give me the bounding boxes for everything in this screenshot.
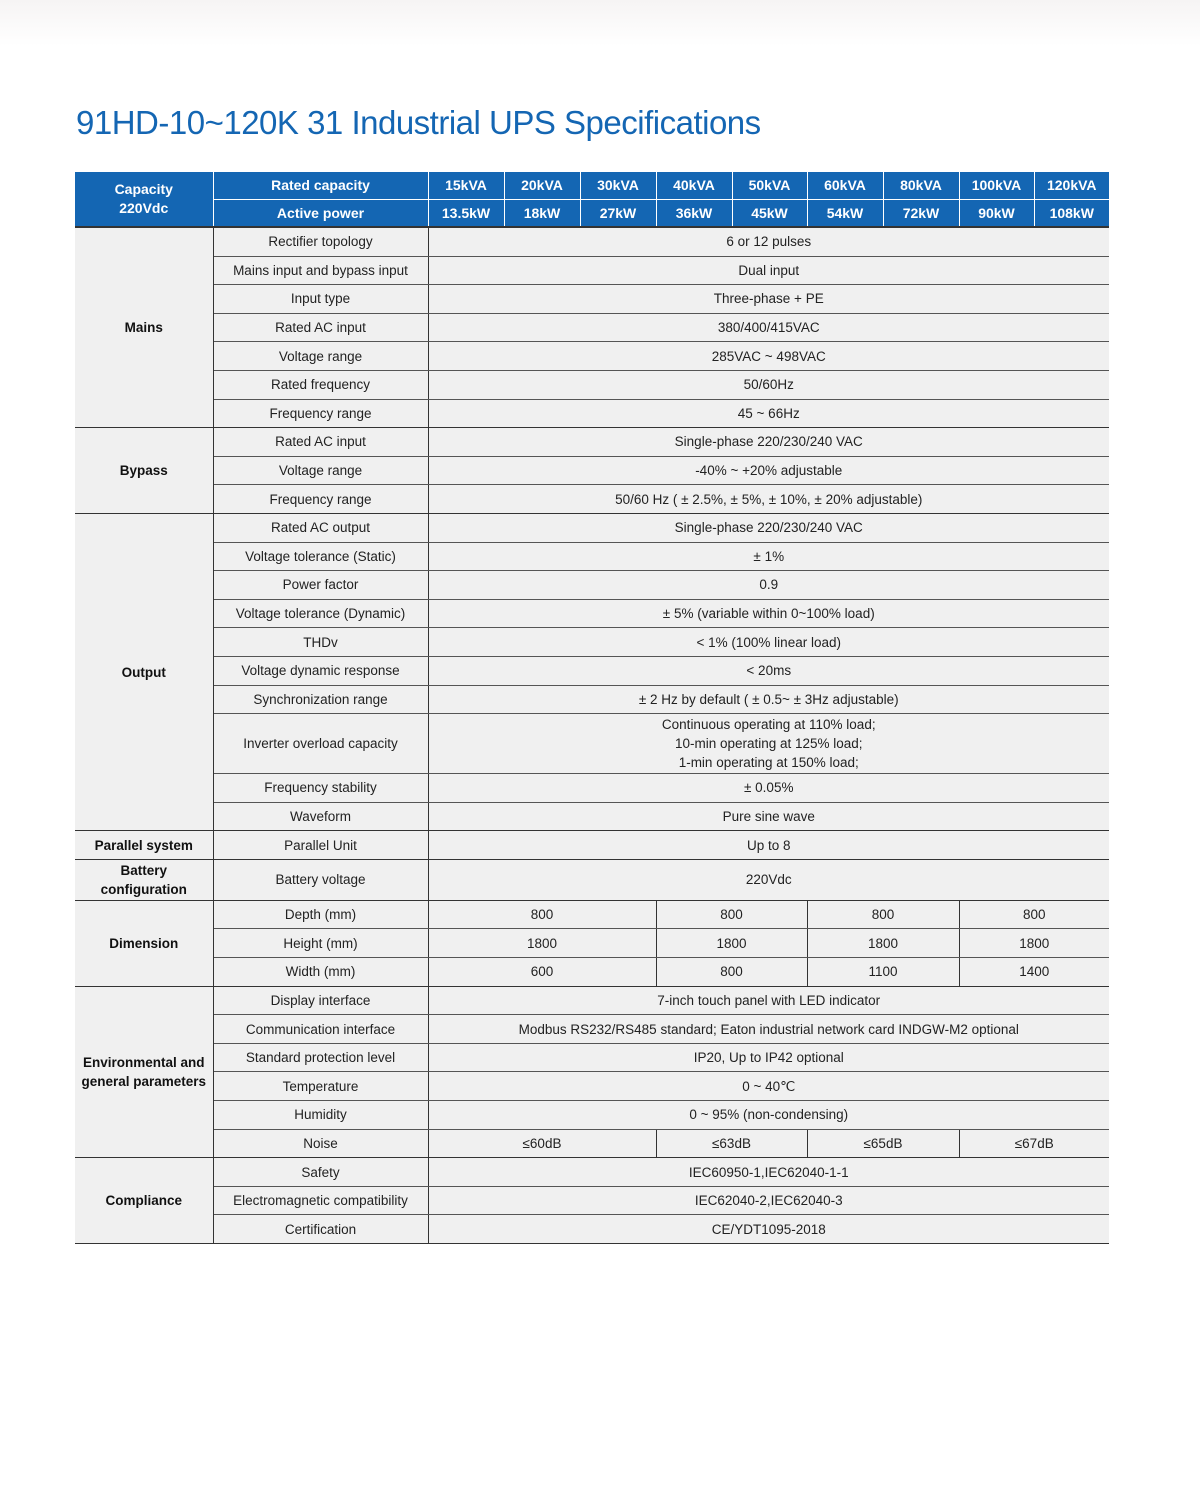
row-value: ≤67dB [959, 1129, 1109, 1158]
table-row [75, 774, 1109, 803]
row-value: < 1% (100% linear load) [428, 628, 1109, 657]
table-row [75, 370, 1109, 399]
row-value: 50/60Hz [428, 370, 1109, 399]
row-value: 6 or 12 pulses [428, 227, 1109, 256]
row-value: Three-phase + PE [428, 285, 1109, 314]
table-row [75, 900, 1109, 929]
table-row [75, 1015, 1109, 1044]
table-row [75, 859, 1109, 900]
row-value: Up to 8 [428, 831, 1109, 860]
category-line: Battery [120, 862, 168, 878]
category-environmental-general [75, 986, 213, 1158]
row-label: Power factor [213, 571, 428, 600]
row-label: Battery voltage [213, 859, 428, 900]
row-label: Voltage range [213, 456, 428, 485]
row-value: 285VAC ~ 498VAC [428, 342, 1109, 371]
row-label: Voltage tolerance (Static) [213, 542, 428, 571]
table-row [75, 1186, 1109, 1215]
row-value: 1800 [656, 929, 807, 958]
active-power-cell: 27kW [580, 200, 656, 228]
category-output: Output [75, 513, 213, 830]
rated-capacity-label: Rated capacity [213, 172, 428, 200]
table-row [75, 628, 1109, 657]
row-value: IEC62040-2,IEC62040-3 [428, 1186, 1109, 1215]
row-label: Input type [213, 285, 428, 314]
row-label: Electromagnetic compatibility [213, 1186, 428, 1215]
row-label: Voltage dynamic response [213, 656, 428, 685]
table-row [75, 428, 1109, 457]
active-power-cell: 72kW [883, 200, 959, 228]
row-value: IEC60950-1,IEC62040-1-1 [428, 1158, 1109, 1187]
page-title: 91HD-10~120K 31 Industrial UPS Specifications [76, 104, 761, 141]
rated-capacity-cell: 120kVA [1034, 172, 1109, 200]
rated-capacity-cell: 60kVA [807, 172, 883, 200]
row-value: 220Vdc [428, 859, 1109, 900]
category-compliance: Compliance [75, 1158, 213, 1244]
row-value: Single-phase 220/230/240 VAC [428, 513, 1109, 542]
active-power-label: Active power [213, 200, 428, 228]
row-label: Standard protection level [213, 1043, 428, 1072]
table-row [75, 1129, 1109, 1158]
table-row [75, 685, 1109, 714]
row-value-multiline [428, 714, 1109, 774]
active-power-cell: 13.5kW [428, 200, 504, 228]
row-label: Rectifier topology [213, 227, 428, 256]
rated-capacity-cell: 30kVA [580, 172, 656, 200]
category-battery-configuration [75, 859, 213, 900]
row-label: Temperature [213, 1072, 428, 1101]
row-label: Frequency range [213, 485, 428, 514]
row-label: Safety [213, 1158, 428, 1187]
row-value: 800 [959, 900, 1109, 929]
table-row [75, 599, 1109, 628]
category-line: Environmental and [82, 1054, 205, 1070]
row-value: Dual input [428, 256, 1109, 285]
row-value: 1400 [959, 958, 1109, 987]
table-row [75, 342, 1109, 371]
table-row [75, 1215, 1109, 1244]
table-row [75, 513, 1109, 542]
table-row [75, 256, 1109, 285]
active-power-cell: 90kW [959, 200, 1034, 228]
row-value: 1800 [807, 929, 959, 958]
overload-line: 10-min operating at 125% load; [674, 736, 863, 752]
capacity-label: Capacity [114, 181, 173, 197]
active-power-cell: 54kW [807, 200, 883, 228]
category-parallel-system: Parallel system [75, 831, 213, 860]
category-dimension: Dimension [75, 900, 213, 986]
rated-capacity-cell: 50kVA [732, 172, 807, 200]
table-row [75, 285, 1109, 314]
table-row [75, 929, 1109, 958]
row-label: Rated AC output [213, 513, 428, 542]
row-label: Inverter overload capacity [213, 714, 428, 774]
row-label: Frequency range [213, 399, 428, 428]
row-value: ± 5% (variable within 0~100% load) [428, 599, 1109, 628]
rated-capacity-cell: 80kVA [883, 172, 959, 200]
active-power-cell: 108kW [1034, 200, 1109, 228]
table-row [75, 313, 1109, 342]
capacity-header [75, 172, 213, 227]
table-row [75, 1072, 1109, 1101]
row-value: < 20ms [428, 656, 1109, 685]
table-row [75, 714, 1109, 774]
table-row [75, 571, 1109, 600]
category-line: configuration [100, 881, 187, 897]
table-row [75, 1158, 1109, 1187]
row-label: Display interface [213, 986, 428, 1015]
row-value: 7-inch touch panel with LED indicator [428, 986, 1109, 1015]
row-value: 0 ~ 40℃ [428, 1072, 1109, 1101]
row-value: 380/400/415VAC [428, 313, 1109, 342]
row-label: THDv [213, 628, 428, 657]
header-row-rated-capacity [75, 172, 1109, 200]
table-row [75, 485, 1109, 514]
row-label: Synchronization range [213, 685, 428, 714]
row-label: Parallel Unit [213, 831, 428, 860]
row-label: Rated AC input [213, 428, 428, 457]
row-value: 800 [428, 900, 656, 929]
table-row [75, 456, 1109, 485]
category-line: general parameters [81, 1073, 207, 1089]
row-value: Pure sine wave [428, 802, 1109, 831]
row-value: ± 0.05% [428, 774, 1109, 803]
table-row [75, 802, 1109, 831]
table-row [75, 1043, 1109, 1072]
overload-line: 1-min operating at 150% load; [678, 755, 859, 771]
row-value: ± 1% [428, 542, 1109, 571]
active-power-cell: 36kW [656, 200, 732, 228]
row-value: CE/YDT1095-2018 [428, 1215, 1109, 1244]
rated-capacity-cell: 40kVA [656, 172, 732, 200]
row-value: 1800 [959, 929, 1109, 958]
category-bypass: Bypass [75, 428, 213, 514]
row-label: Voltage range [213, 342, 428, 371]
row-value: 800 [807, 900, 959, 929]
category-mains: Mains [75, 227, 213, 428]
row-value: IP20, Up to IP42 optional [428, 1043, 1109, 1072]
capacity-voltage: 220Vdc [119, 200, 169, 216]
row-label: Humidity [213, 1101, 428, 1130]
row-value: ≤65dB [807, 1129, 959, 1158]
row-value: 45 ~ 66Hz [428, 399, 1109, 428]
header-row-active-power [75, 200, 1109, 228]
top-band [0, 0, 1200, 46]
active-power-cell: 18kW [504, 200, 580, 228]
row-value: Modbus RS232/RS485 standard; Eaton industrial network card INDGW-M2 optional [428, 1015, 1109, 1044]
table-row [75, 542, 1109, 571]
row-label: Voltage tolerance (Dynamic) [213, 599, 428, 628]
rated-capacity-cell: 20kVA [504, 172, 580, 200]
table-row [75, 227, 1109, 256]
overload-line: Continuous operating at 110% load; [661, 717, 876, 733]
row-label: Width (mm) [213, 958, 428, 987]
rated-capacity-cell: 15kVA [428, 172, 504, 200]
row-value: 1100 [807, 958, 959, 987]
row-value: -40% ~ +20% adjustable [428, 456, 1109, 485]
row-value: ≤60dB [428, 1129, 656, 1158]
row-label: Depth (mm) [213, 900, 428, 929]
row-value: 600 [428, 958, 656, 987]
table-row [75, 1101, 1109, 1130]
table-row [75, 656, 1109, 685]
row-value: 0.9 [428, 571, 1109, 600]
row-value: ± 2 Hz by default ( ± 0.5~ ± 3Hz adjustable) [428, 685, 1109, 714]
row-label: Frequency stability [213, 774, 428, 803]
rated-capacity-cell: 100kVA [959, 172, 1034, 200]
row-value: 50/60 Hz ( ± 2.5%, ± 5%, ± 10%, ± 20% adjustable) [428, 485, 1109, 514]
row-label: Rated frequency [213, 370, 428, 399]
row-label: Certification [213, 1215, 428, 1244]
table-row [75, 831, 1109, 860]
row-label: Waveform [213, 802, 428, 831]
table-row [75, 399, 1109, 428]
spec-table [75, 172, 1109, 1244]
row-label: Noise [213, 1129, 428, 1158]
row-value: 0 ~ 95% (non-condensing) [428, 1101, 1109, 1130]
row-label: Communication interface [213, 1015, 428, 1044]
active-power-cell: 45kW [732, 200, 807, 228]
row-value: Single-phase 220/230/240 VAC [428, 428, 1109, 457]
row-value: 800 [656, 900, 807, 929]
row-label: Rated AC input [213, 313, 428, 342]
table-row [75, 958, 1109, 987]
row-label: Height (mm) [213, 929, 428, 958]
row-label: Mains input and bypass input [213, 256, 428, 285]
row-value: ≤63dB [656, 1129, 807, 1158]
row-value: 800 [656, 958, 807, 987]
row-value: 1800 [428, 929, 656, 958]
table-row [75, 986, 1109, 1015]
